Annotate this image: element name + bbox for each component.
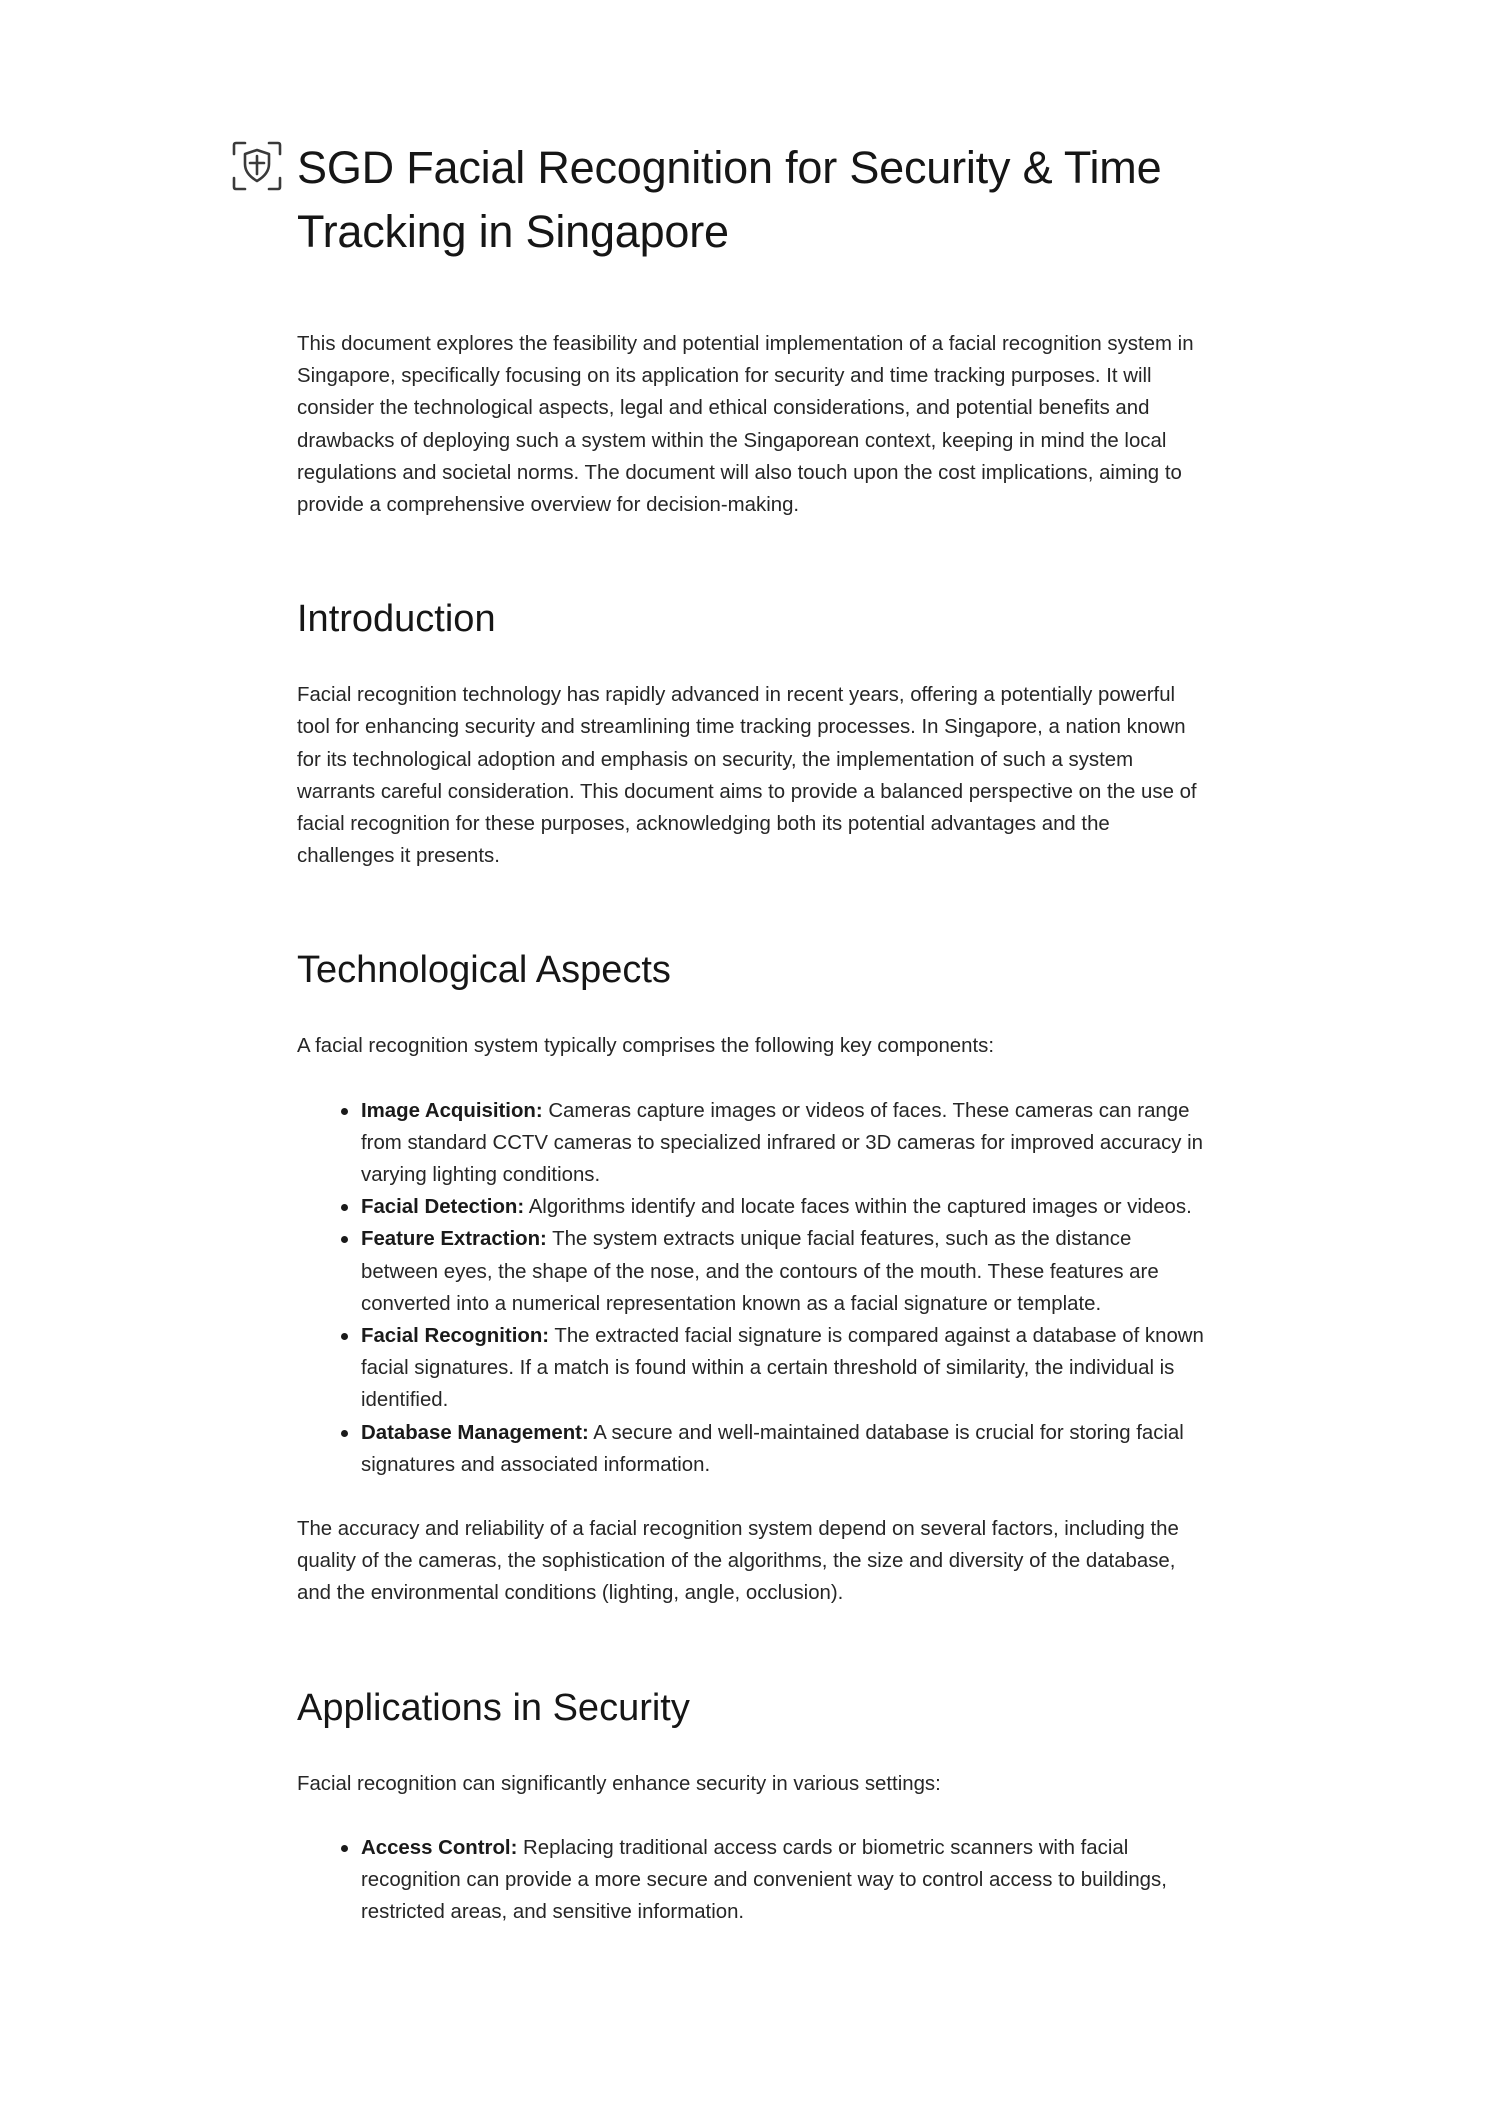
technological-components-list [297, 1095, 1212, 1481]
bullet-icon [341, 1204, 348, 1211]
bullet-icon [341, 1108, 348, 1115]
list-item [361, 1191, 1212, 1223]
list-item-term: Facial Recognition: [361, 1325, 550, 1348]
page-title: SGD Facial Recognition for Security & Time Tracking in Singapore [297, 142, 1162, 257]
document-body [297, 328, 1212, 1929]
bullet-icon [341, 1430, 348, 1437]
list-item [361, 1223, 1212, 1320]
intro-paragraph: This document explores the feasibility and potential implementation of a facial recognition system in Singapore, specifically focusing on its application for security and time tracking purposes. It will consider the technological aspects, legal and ethical considerations, and potential benefits and drawbacks of deploying such a system within the Singaporean context, keeping in mind the local regulations and societal norms. The document will also touch upon the cost implications, aiming to provide a comprehensive overview for decision-making. [297, 333, 1194, 517]
section-heading-applications-in-security: Applications in Security [297, 1686, 690, 1729]
list-item-term: Access Control: [361, 1836, 518, 1859]
technological-lead-paragraph: A facial recognition system typically comprises the following key components: [297, 1035, 994, 1058]
bullet-icon [341, 1333, 348, 1340]
face-shield-icon [232, 141, 282, 191]
list-item-text: Replacing traditional access cards or biometric scanners with facial recognition can provide a more secure and convenient way to control access to buildings, restricted areas, and sensitive information. [361, 1836, 1167, 1924]
list-item-term: Facial Detection: [361, 1196, 525, 1219]
list-item [361, 1095, 1212, 1192]
list-item-text: Algorithms identify and locate faces within the captured images or videos. [524, 1196, 1192, 1219]
bullet-icon [341, 1236, 348, 1243]
list-item [361, 1832, 1212, 1929]
section-heading-technological-aspects: Technological Aspects [297, 949, 671, 992]
bullet-icon [341, 1845, 348, 1852]
security-lead-paragraph: Facial recognition can significantly enhance security in various settings: [297, 1772, 941, 1795]
list-item [361, 1320, 1212, 1417]
security-applications-list [297, 1832, 1212, 1929]
list-item-term: Database Management: [361, 1421, 589, 1444]
section-heading-introduction: Introduction [297, 598, 496, 641]
list-item-text: A secure and well-maintained database is crucial for storing facial signatures and associated information. [361, 1421, 1184, 1476]
list-item-text: Cameras capture images or videos of faces. These cameras can range from standard CCTV cameras to specialized infrared or 3D cameras for improved accuracy in varying lighting conditions. [361, 1099, 1203, 1187]
list-item-text: The system extracts unique facial features, such as the distance between eyes, the shape of the nose, and the contours of the mouth. These features are converted into a numerical representation known as a facial signature or template. [361, 1228, 1159, 1315]
introduction-paragraph: Facial recognition technology has rapidly advanced in recent years, offering a potentially powerful tool for enhancing security and streamlining time tracking processes. In Singapore, a nation known for its technological adoption and emphasis on security, the implementation of such a system warrants careful consideration. This document aims to provide a balanced perspective on the use of facial recognition for these purposes, acknowledging both its potential advantages and the challenges it presents. [297, 684, 1197, 868]
list-item [361, 1417, 1212, 1481]
list-item-text: The extracted facial signature is compared against a database of known facial signatures. If a match is found within a certain threshold of similarity, the individual is identified. [361, 1325, 1204, 1412]
technological-closing-paragraph: The accuracy and reliability of a facial recognition system depend on several factors, including the quality of the cameras, the sophistication of the algorithms, the size and diversity of the database, and the environmental conditions (lighting, angle, occlusion). [297, 1518, 1179, 1605]
list-item-term: Image Acquisition: [361, 1099, 543, 1122]
list-item-term: Feature Extraction: [361, 1228, 547, 1251]
